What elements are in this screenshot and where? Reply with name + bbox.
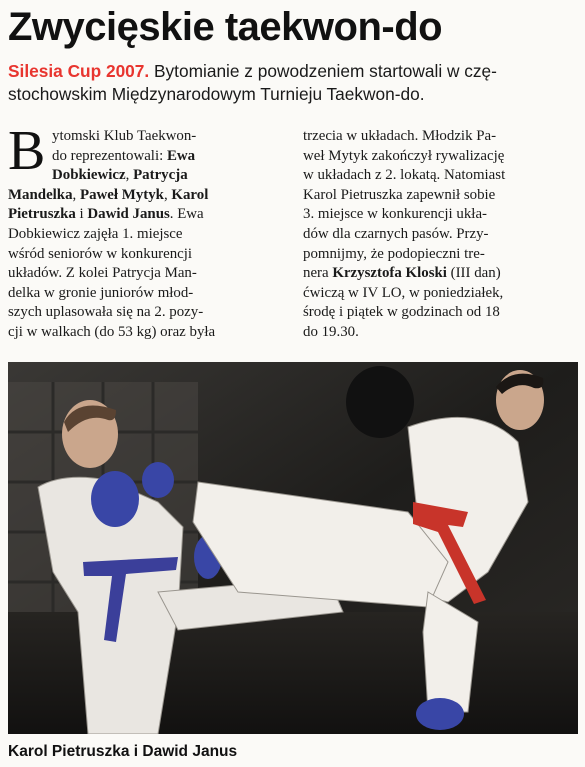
text-line: Dobkiewicz zajęła 1. miejsce — [8, 225, 183, 242]
lead-text-2: stochowskim Międzynarodowym Turnieju Taekwon-do. — [8, 84, 425, 104]
text-line: do 19.30. — [303, 323, 359, 340]
text-line: weł Mytyk zakończył rywalizację — [303, 147, 505, 164]
text-line: Karol Pietruszka zapewnił sobie — [303, 186, 496, 203]
article-column-right — [303, 127, 581, 343]
text-line: układów. Z kolei Patrycja Man- — [8, 265, 197, 282]
text-line: ćwiczą w IV LO, w poniedziałek, — [303, 284, 504, 301]
text-line: w układach z 2. lokatą. Natomiast — [303, 167, 506, 184]
kicker: Silesia Cup 2007. — [8, 61, 150, 81]
text-line: środę i piątek w godzinach od 18 — [303, 304, 500, 321]
headline: Zwycięskie taekwon-do — [8, 5, 443, 49]
fighter-right-pad — [346, 366, 414, 438]
drop-cap: B — [8, 120, 46, 182]
article-column-left — [8, 120, 280, 343]
text-line: Pietruszka i Dawid Janus. Ewa — [8, 206, 204, 223]
text-line: cji w walkach (do 53 kg) oraz była — [8, 323, 216, 340]
text-line: nera Krzysztofa Kloski (III dan) — [303, 265, 501, 282]
photo-caption: Karol Pietruszka i Dawid Janus — [8, 743, 238, 760]
text-line: Dobkiewicz, Patrycja — [52, 167, 188, 184]
fighter-left-glove — [91, 471, 139, 527]
lead-paragraph — [8, 60, 578, 106]
text-line: dów dla czarnych pasów. Przy- — [303, 225, 489, 242]
article-photo — [8, 362, 578, 734]
text-line: ytomski Klub Taekwon- — [52, 128, 197, 144]
fighter-right-foot-guard — [416, 698, 464, 730]
lead-text-1: Bytomianie z powodzeniem startowali w czę- — [149, 61, 497, 81]
text-line: delka w gronie juniorów młod- — [8, 284, 194, 301]
text-line: pomnijmy, że podopieczni tre- — [303, 245, 485, 262]
text-line: szych uplasowała się na 2. pozy- — [8, 304, 204, 321]
text-line: 3. miejsce w konkurencji ukła- — [303, 206, 488, 223]
text-line: wśród seniorów w konkurencji — [8, 245, 193, 262]
fighter-left-glove-2 — [142, 462, 174, 498]
text-line: Mandelka, Paweł Mytyk, Karol — [8, 186, 209, 203]
text-line: do reprezentowali: Ewa — [52, 147, 196, 164]
text-line: trzecia w układach. Młodzik Pa- — [303, 128, 497, 144]
photo-illustration — [8, 362, 578, 734]
